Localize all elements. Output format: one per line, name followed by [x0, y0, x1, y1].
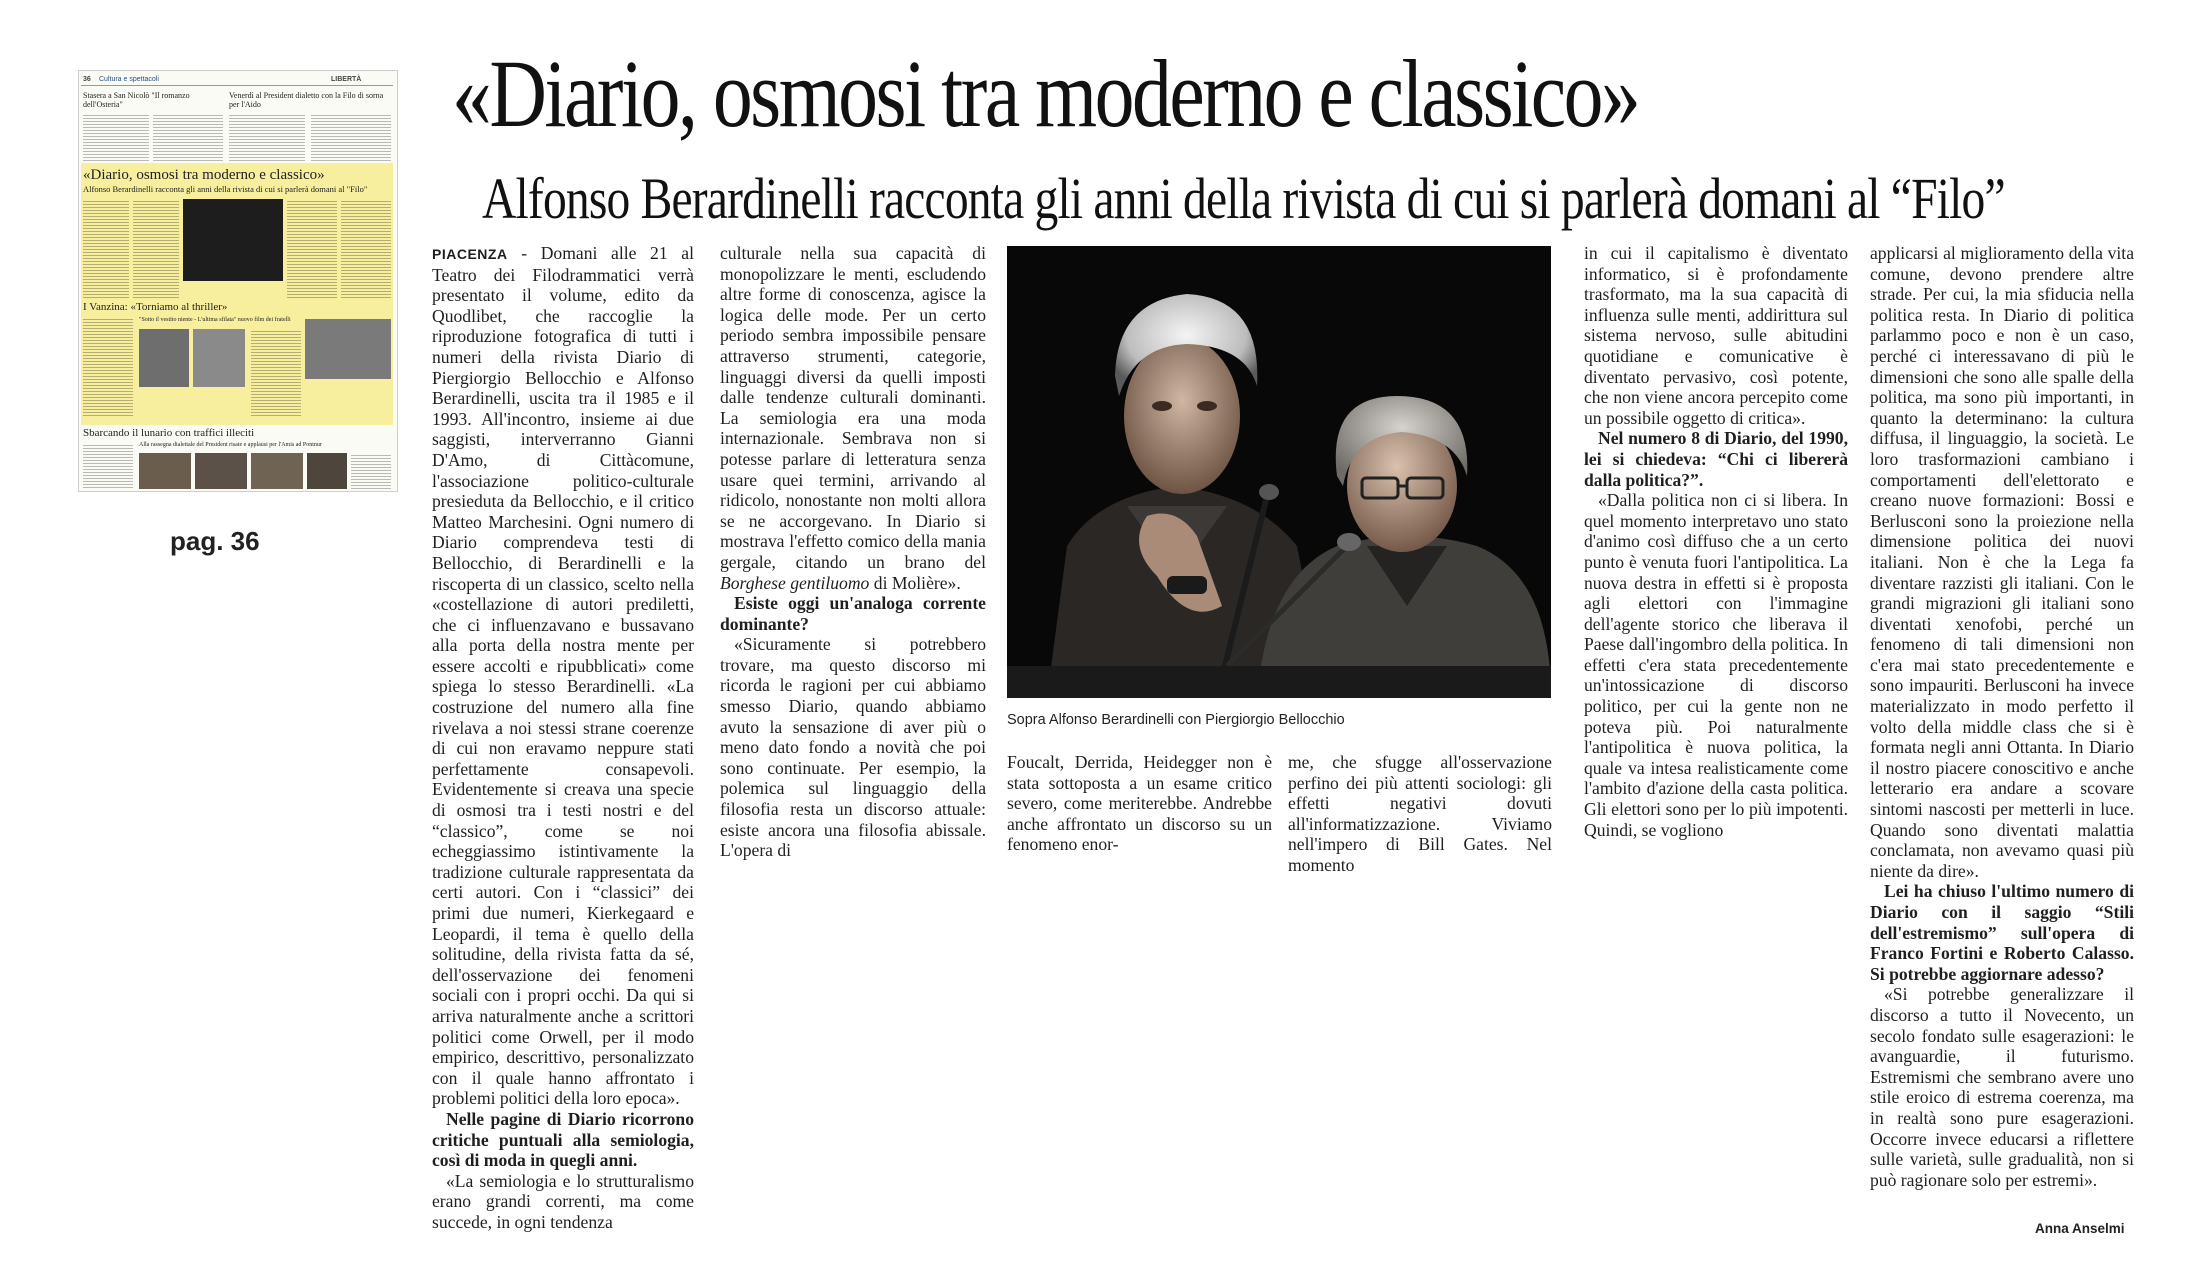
paragraph: in cui il capitalismo è diventato informatico, si è profondamente trasformato, ma la sua capacità di influenza sulle menti, addirittura sul sistema nervoso, sulle abitudini quotidiane e comunicative è diventato pervasivo, così potente, che non viene ancora percepito come un possibile oggetto di critica».	[1584, 243, 1848, 428]
page-thumbnail[interactable]	[78, 70, 398, 492]
paragraph: «La semiologia e lo strutturalismo erano grandi correnti, ma come succede, in ogni tendenza	[432, 1170, 694, 1232]
thumbnail-text-block	[83, 113, 149, 161]
thumbnail-text-block	[287, 199, 337, 299]
thumbnail-item3-title: I Vanzina: «Torniamo al thriller»	[83, 301, 228, 313]
article-column-1	[432, 243, 694, 1233]
paragraph: culturale nella sua capacità di monopolizzare le menti, escludendo altre forme di conoscenza, agisce la logica delle mode. Per un certo periodo sembra impossibile pensare attraverso strumenti, categorie, linguaggi diversi da quelli imposti dalle tendenze culturali dominanti. La semiologia era una moda internazionale. Sembrava non si potesse parlare di letteratura senza usare quei termini, arrivando al ridicolo, nonostante non molti allora se ne accorgevano. In Diario si mostrava l'effetto comico della mania gergale, citando un brano del	[720, 243, 986, 572]
article-column-5	[1584, 243, 1848, 840]
thumbnail-main-title: «Diario, osmosi tra moderno e classico»	[83, 167, 325, 183]
thumbnail-item4-title: Sbarcando il lunario con traffici illeciti	[83, 427, 255, 439]
thumbnail-text-block	[351, 453, 391, 489]
thumbnail-photo	[139, 329, 189, 387]
paragraph: applicarsi al miglioramento della vita comune, devono prendere altre strade. Per cui, la mia sfiducia nella politica resta. In Diario di politica parlammo poco e non è un caso, perché ci interessavano di più le dimensioni che sono alle spalle della politica, ma sono più importanti, in quanto la determinano: la cultura diffusa, il linguaggio, la società. Le loro trasformazioni cambiano i comportamenti dell'elettorato e creano nuove formazioni: Bossi e Berlusconi sono la proiezione nella dimensione politica dei nuovi italiani. Non è che la Lega fa diventare razzisti gli italiani. Con le grandi migrazioni gli italiani sono diventati xenofobi, perché un fenomeno di tali dimensioni non c'era mai stato precedentemente e sono impauriti. Berlusconi ha invece materializzato in modo perfetto il volto della middle class che si è formata negli anni Ottanta. In Diario il nostro piacere conoscitivo e anche letterario era andare a scovare sintomi nascosti per metterli in luce. Quando sono diventati malattia conclamata, non avevamo quasi più niente da dire».	[1870, 243, 2134, 881]
paragraph: Foucalt, Derrida, Heidegger non è stata sottoposta a un esame critico severo, come meriterebbe. Andrebbe anche affrontato un discorso su un fenomeno enor-	[1007, 752, 1272, 855]
work-title: Borghese gentiluomo	[720, 572, 870, 593]
interview-question: Nel numero 8 di Diario, del 1990, lei si chiedeva: “Chi ci libererà dalla politica?”.	[1584, 428, 1848, 490]
photo-berardinelli-bellocchio	[1007, 246, 1551, 698]
thumbnail-photo	[305, 319, 391, 379]
thumbnail-text-block	[229, 113, 305, 161]
thumbnail-photo	[139, 453, 191, 489]
photo-caption: Sopra Alfonso Berardinelli con Piergiorgio Bellocchio	[1007, 712, 1345, 728]
thumbnail-item1-title: Stasera a San Nicolò "Il romanzo dell'Osteria"	[83, 91, 190, 109]
thumbnail-main-subtitle: Alfonso Berardinelli racconta gli anni della rivista di cui si parlerà domani al "Filo"	[83, 184, 368, 194]
article-headline: «Diario, osmosi tra moderno e classico»	[452, 40, 1639, 147]
article-photo	[1007, 246, 1551, 698]
thumbnail-text-block	[311, 113, 391, 161]
author-signature: Anna Anselmi	[2035, 1221, 2125, 1236]
article-column-4	[1288, 752, 1552, 876]
thumbnail-photo	[251, 453, 303, 489]
paragraph: «Si potrebbe generalizzare il discorso a tutto il Novecento, un secolo fondato sulle esagerazioni: le avanguardie, il futurismo. Estremismi che sembrano avere uno stile eroico di estrema coerenza, ma in realtà sono pure esagerazioni. Occorre invece educarsi a riflettere sulle varietà, sulle gradualità, non si può ragionare solo per estremi».	[1870, 984, 2134, 1190]
dateline: PIACENZA	[432, 246, 508, 262]
thumbnail-item4-subtitle: Alla rassegna dialettale del President risate e applausi per l'Amis ad Pontnur	[139, 442, 322, 448]
thumbnail-photo	[195, 453, 247, 489]
thumbnail-text-block	[153, 113, 223, 161]
interview-question: Nelle pagine di Diario ricorrono critiche puntuali alla semiologia, così di moda in quegli anni.	[432, 1108, 694, 1171]
thumbnail-photo	[193, 329, 245, 387]
thumbnail-text-block	[251, 329, 301, 417]
thumbnail-header	[81, 75, 393, 86]
article-column-3	[1007, 752, 1272, 855]
thumbnail-item3-subtitle: "Sotto il vestito niente - L'ultima sfilata" nuovo film dei fratelli	[139, 317, 291, 323]
thumbnail-page-number: 36	[83, 76, 91, 83]
interview-question: Esiste oggi un'analoga corrente dominante?	[720, 593, 986, 634]
article-subheadline: Alfonso Berardinelli racconta gli anni della rivista di cui si parlerà domani al “Filo”	[482, 166, 2005, 231]
thumbnail-text-block	[83, 199, 129, 299]
thumbnail-text-block	[83, 317, 133, 417]
interview-question: Lei ha chiuso l'ultimo numero di Diario con il saggio “Stili dell'estremismo” sull'opera di Franco Fortini e Roberto Calasso. Si potrebbe aggiornare adesso?	[1870, 881, 2134, 984]
thumbnail-item2-title: Venerdì al President dialetto con la Filo di sorna per l'Aido	[229, 91, 384, 109]
thumbnail-newspaper: LIBERTÀ	[331, 76, 362, 83]
article-column-2	[720, 243, 986, 861]
paragraph: - Domani alle 21 al Teatro dei Filodrammatici verrà presentato il volume, edito da Quodlibet, che raccoglie la riproduzione fotografica di tutti i numeri della rivista Diario di Piergiorgio Bellocchio e Alfonso Berardinelli, uscita tra il 1985 e il 1993. All'incontro, insieme ai due saggisti, interverranno Gianni D'Amo, di Cittàcomune, l'associazione politico-culturale presieduta da Bellocchio, e il critico Matteo Marchesini. Ogni numero di Diario comprendeva testi di Bellocchio, di Berardinelli e la riscoperta di un classico, scelto nella «costellazione di autori prediletti, che ci influenzavano e bussavano alla porta della nostra mente per essere accolti e ripubblicati» come spiega lo stesso Berardinelli. «La costruzione del numero alla fine rivelava a noi stessi strane coerenze di cui non eravamo neppure stati perfettamente consapevoli. Evidentemente si creava una specie di osmosi tra i testi nostri e del “classico”, come se noi echeggiassimo istintivamente la tradizione culturale rappresentata da certi autori. Con i “classici” dei primi due numeri, Kierkegaard e Leopardi, il tema è quello della solitudine, della rivista fatta da sé, dell'osservazione dei fenomeni sociali con i propri occhi. Da qui si arriva naturalmente anche a scrittori politici come Orwell, per il modo empirico, descrittivo, personalizzato con il quale hanno affrontato i problemi politici della loro epoca».	[432, 243, 694, 1109]
thumbnail-section: Cultura e spettacoli	[99, 76, 159, 83]
paragraph: me, che sfugge all'osservazione perfino dei più attenti sociologi: gli effetti negativi dovuti all'informatizzazione. Viviamo nell'impero di Bill Gates. Nel momento	[1288, 752, 1552, 875]
article-column-6	[1870, 243, 2134, 1190]
paragraph: «Dalla politica non ci si libera. In quel momento interpretavo uno stato d'animo così diffuso che a un certo punto è venuta fuori l'antipolitica. La nuova destra in effetti si è proposta agli elettori con l'immagine dell'agente storico che liberava il Paese dall'ingombro della politica. In effetti c'era stata precedentemente un'intossicazione di discorso politico, per cui la gente non ne poteva più. Poi naturalmente l'antipolitica è nuova politica, la quale va intesa realisticamente come l'ambito d'azione della casta politica. Gli elettori sono per lo più impotenti. Quindi, se vogliono	[1584, 490, 1848, 840]
thumbnail-text-block	[133, 199, 179, 299]
page-reference: pag. 36	[170, 526, 260, 556]
paragraph: «Sicuramente si potrebbero trovare, ma questo discorso mi ricorda le ragioni per cui abbiamo smesso Diario, quando abbiamo avuto la sensazione di aver più o meno dato fondo a novità che poi sono continuate. Per esempio, la polemica sul linguaggio della filosofia resta un discorso attuale: esiste ancora una filosofia abissale. L'opera di	[720, 634, 986, 861]
thumbnail-text-block	[341, 199, 391, 299]
thumbnail-text-block	[83, 443, 133, 489]
thumbnail-photo	[307, 453, 347, 489]
thumbnail-photo	[183, 199, 283, 281]
paragraph: di Molière».	[873, 572, 961, 593]
